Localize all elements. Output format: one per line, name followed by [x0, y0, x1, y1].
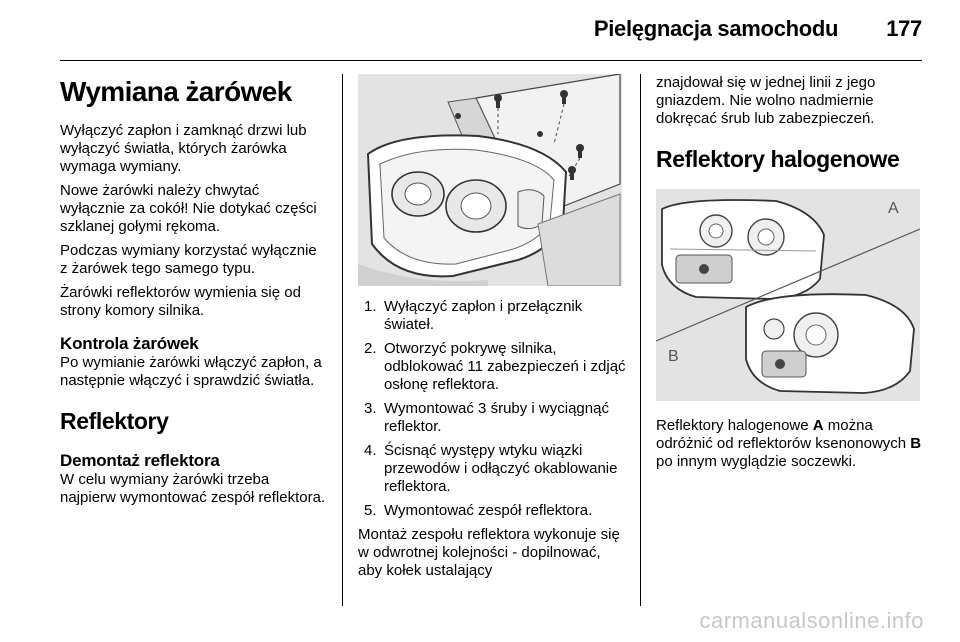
page-header — [594, 16, 922, 42]
column-right — [656, 74, 922, 477]
caption-text: Reflektory halogenowe — [656, 417, 813, 434]
caption-text: po innym wyglądzie soczewki. — [656, 453, 857, 470]
paragraph: Po wymianie żarówki włączyć zapłon, a następnie włączyć i sprawdzić światła. — [60, 354, 322, 389]
step-text: Wymontować zespół reflektora. — [384, 502, 593, 519]
halogen-vs-xenon-figure — [656, 189, 920, 401]
column-left — [60, 74, 328, 513]
column-divider-2 — [640, 74, 641, 606]
caption-text: można odróżnić od reflektorów ksenonowych — [656, 417, 911, 452]
step-text: Wymontować 3 śruby i wyciągnąć reflektor. — [384, 400, 609, 435]
paragraph: W celu wymiany żarówki trzeba najpierw wymontować zespół reflektora. — [60, 471, 326, 506]
step-number: 3. — [364, 400, 377, 417]
header-rule — [60, 60, 922, 61]
list-item — [358, 502, 626, 520]
figure-label-b: B — [668, 348, 679, 365]
step-text: Otworzyć pokrywę silnika, odblokować 11 zabezpieczeń i zdjąć osłonę reflektora. — [384, 340, 626, 393]
watermark: carmanualsonline.info — [699, 608, 924, 633]
paragraph: Nowe żarówki należy chwytać wyłącznie za cokół! Nie dotykać części szklanej gołymi rękoma. — [60, 182, 317, 235]
list-item — [358, 298, 626, 334]
paragraph: Podczas wymiany korzystać wyłącznie z żarówek tego samego typu. — [60, 242, 317, 277]
headlight-removal-figure — [358, 74, 622, 286]
step-text: Ścisnąć występy wtyku wiązki przewodów i odłączyć okablowanie reflektora. — [384, 442, 618, 495]
page-number: 177 — [886, 16, 922, 41]
step-number: 5. — [364, 502, 377, 519]
list-item — [358, 340, 626, 394]
subsection-title-removal: Demontaż reflektora — [60, 451, 220, 470]
step-text: Wyłączyć zapłon i przełącznik świateł. — [384, 298, 583, 333]
step-number: 4. — [364, 442, 377, 459]
step-number: 2. — [364, 340, 377, 357]
paragraph: znajdował się w jednej linii z jego gniazdem. Nie wolno nadmiernie dokręcać śrub lub zabezpieczeń. — [656, 74, 876, 127]
step-number: 1. — [364, 298, 377, 315]
list-item — [358, 400, 626, 436]
section-title-halogen: Reflektory halogenowe — [656, 146, 900, 172]
headlight-removal-illustration — [358, 74, 622, 286]
paragraph: Żarówki reflektorów wymienia się od strony komory silnika. — [60, 284, 301, 319]
paragraph: Wyłączyć zapłon i zamknąć drzwi lub wyłączyć światła, których żarówka wymaga wymiany. — [60, 122, 307, 175]
paragraph: Montaż zespołu reflektora wykonuje się w odwrotnej kolejności - dopilnować, aby kołek ustalający — [358, 526, 620, 579]
list-item — [358, 442, 626, 496]
section-title-reflectors: Reflektory — [60, 408, 169, 434]
figure-label-a: A — [888, 200, 899, 217]
figure-caption — [656, 417, 922, 471]
caption-label-a: A — [812, 417, 824, 434]
caption-label-b: B — [910, 435, 922, 452]
page-title: Wymiana żarówek — [60, 76, 292, 107]
column-divider-1 — [342, 74, 343, 606]
removal-steps-list — [358, 298, 626, 520]
subsection-title-check: Kontrola żarówek — [60, 334, 199, 353]
section-title: Pielęgnacja samochodu — [593, 16, 839, 41]
headlight-comparison-illustration — [656, 189, 920, 401]
column-middle — [358, 74, 626, 586]
